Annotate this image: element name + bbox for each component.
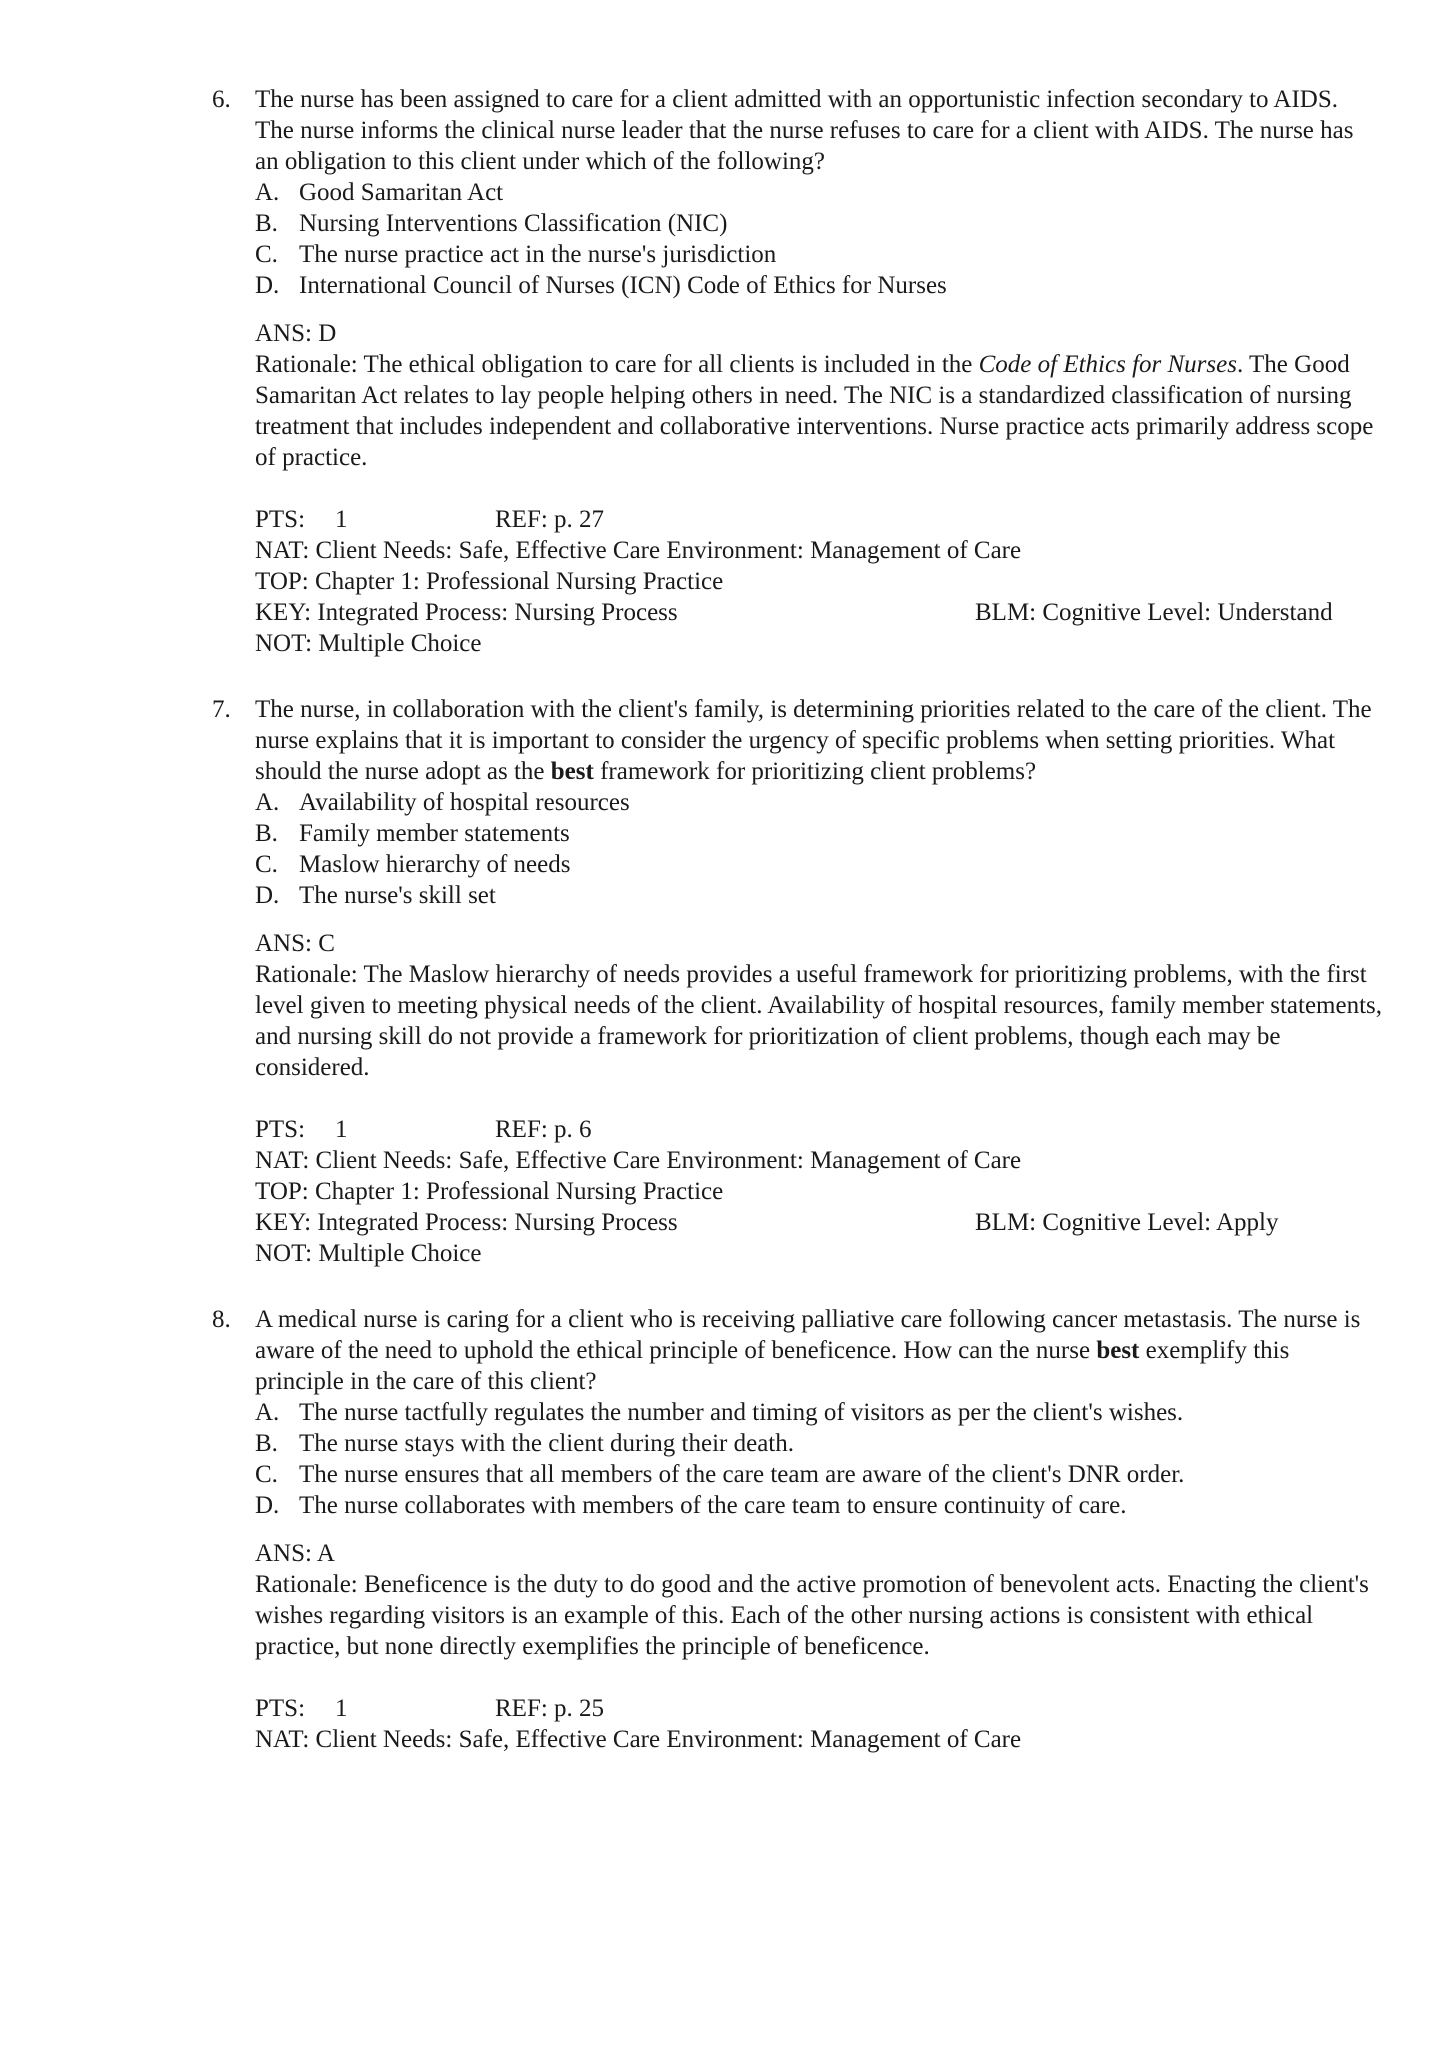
option-text: International Council of Nurses (ICN) Code of Ethics for Nurses — [299, 272, 947, 299]
stem-text: A medical nurse is caring for a client who is receiving palliative care following cancer metastasis. The nurse is aware of the need to uphold the ethical principle of beneficence. How can the nurse — [255, 1306, 1361, 1364]
option-letter: B. — [255, 1430, 278, 1457]
rationale-text: Rationale: The ethical obligation to care for all clients is included in the — [255, 351, 979, 378]
stem-emphasis: best — [1096, 1337, 1140, 1364]
option-d — [255, 880, 1382, 911]
option-a — [255, 787, 1382, 818]
question-number: 6. — [212, 86, 231, 113]
question-metadata — [255, 1114, 1382, 1269]
answer-key: ANS: A — [255, 1540, 335, 1567]
top-text: TOP: Chapter 1: Professional Nursing Practice — [255, 568, 724, 595]
option-letter: C. — [255, 851, 278, 878]
ref-text: REF: p. 25 — [495, 1695, 605, 1722]
option-c — [255, 1459, 1382, 1490]
pts-ref-row — [255, 1693, 1382, 1724]
question-body — [255, 1304, 1382, 1755]
pts-value: 1 — [335, 1116, 348, 1143]
ref-text: REF: p. 27 — [495, 506, 605, 533]
option-letter: D. — [255, 1492, 280, 1519]
option-text: Availability of hospital resources — [299, 789, 630, 816]
not-text: NOT: Multiple Choice — [255, 1240, 482, 1267]
question-number: 7. — [212, 696, 231, 723]
option-letter: C. — [255, 241, 278, 268]
answer-key: ANS: C — [255, 930, 335, 957]
option-text: The nurse practice act in the nurse's jurisdiction — [299, 241, 777, 268]
option-letter: B. — [255, 820, 278, 847]
question-stem: The nurse has been assigned to care for a client admitted with an opportunistic infection secondary to AIDS. The nurse informs the clinical nurse leader that the nurse refuses to care for a client with AIDS. The nurse has an obligation to this client under which of the following? — [255, 86, 1354, 175]
rationale: Rationale: The Maslow hierarchy of needs provides a useful framework for prioritizing problems, with the first level given to meeting physical needs of the client. Availability of hospital resources, family member statements, and nursing skill do not provide a framework for prioritization of client problems, though each may be considered. — [255, 961, 1383, 1081]
option-text: The nurse tactfully regulates the number and timing of visitors as per the client's wishes. — [299, 1399, 1184, 1426]
key-text: KEY: Integrated Process: Nursing Process — [255, 599, 678, 626]
option-a — [255, 177, 1382, 208]
key-blm-row — [255, 1207, 1382, 1238]
question-6 — [212, 84, 1382, 659]
question-metadata — [255, 504, 1382, 659]
option-text: Good Samaritan Act — [299, 179, 504, 206]
blm-text: BLM: Cognitive Level: Apply — [975, 1209, 1279, 1236]
nat-text: NAT: Client Needs: Safe, Effective Care Environment: Management of Care — [255, 1726, 1022, 1753]
option-text: Maslow hierarchy of needs — [299, 851, 571, 878]
pts-ref-row — [255, 1114, 1382, 1145]
key-blm-row — [255, 597, 1382, 628]
option-letter: C. — [255, 1461, 278, 1488]
option-text: Family member statements — [299, 820, 570, 847]
question-stem — [255, 694, 1382, 787]
question-8 — [212, 1304, 1382, 1755]
pts-label: PTS: — [255, 1116, 306, 1143]
option-letter: B. — [255, 210, 278, 237]
option-text: Nursing Interventions Classification (NIC) — [299, 210, 728, 237]
ref-text: REF: p. 6 — [495, 1116, 592, 1143]
option-text: The nurse ensures that all members of the care team are aware of the client's DNR order. — [299, 1461, 1185, 1488]
answer-options — [255, 1397, 1382, 1521]
option-text: The nurse's skill set — [299, 882, 496, 909]
option-c — [255, 849, 1382, 880]
stem-text: exemplify this principle in the care of this client? — [255, 1337, 1290, 1395]
rationale-emphasis: Code of Ethics for Nurses — [978, 351, 1237, 378]
answer-options — [255, 787, 1382, 911]
rationale: Rationale: Beneficence is the duty to do good and the active promotion of benevolent acts. Enacting the client's wishes regarding visitors is an example of this. Each of the other nursing actions is consistent with ethical practice, but none directly exemplifies the principle of beneficence. — [255, 1571, 1369, 1660]
question-body — [255, 84, 1382, 659]
option-letter: A. — [255, 1399, 280, 1426]
nat-text: NAT: Client Needs: Safe, Effective Care Environment: Management of Care — [255, 1147, 1022, 1174]
option-b — [255, 1428, 1382, 1459]
option-text: The nurse stays with the client during their death. — [299, 1430, 795, 1457]
rationale — [255, 349, 1382, 473]
option-b — [255, 818, 1382, 849]
pts-value: 1 — [335, 506, 348, 533]
option-text: The nurse collaborates with members of the care team to ensure continuity of care. — [299, 1492, 1127, 1519]
pts-value: 1 — [335, 1695, 348, 1722]
stem-text: The nurse, in collaboration with the client's family, is determining priorities related to the care of the client. The nurse explains that it is important to consider the urgency of specific problems when setting priorities. What should the nurse adopt as the — [255, 696, 1372, 785]
nat-text: NAT: Client Needs: Safe, Effective Care Environment: Management of Care — [255, 537, 1022, 564]
top-text: TOP: Chapter 1: Professional Nursing Practice — [255, 1178, 724, 1205]
blm-text: BLM: Cognitive Level: Understand — [975, 599, 1333, 626]
option-letter: D. — [255, 272, 280, 299]
not-text: NOT: Multiple Choice — [255, 630, 482, 657]
pts-ref-row — [255, 504, 1382, 535]
stem-text: framework for prioritizing client problems? — [593, 758, 1037, 785]
option-letter: D. — [255, 882, 280, 909]
option-c — [255, 239, 1382, 270]
answer-options — [255, 177, 1382, 301]
question-stem — [255, 1304, 1382, 1397]
question-metadata — [255, 1693, 1382, 1755]
question-body — [255, 694, 1382, 1269]
option-d — [255, 1490, 1382, 1521]
question-7 — [212, 694, 1382, 1269]
option-a — [255, 1397, 1382, 1428]
pts-label: PTS: — [255, 506, 306, 533]
stem-emphasis: best — [550, 758, 594, 785]
option-d — [255, 270, 1382, 301]
rationale-text: . The Good Samaritan Act relates to lay people helping others in need. The NIC is a standardized classification of nursing treatment that includes independent and collaborative interventions. Nurse practice acts primarily address scope of practice. — [255, 351, 1374, 471]
option-b — [255, 208, 1382, 239]
key-text: KEY: Integrated Process: Nursing Process — [255, 1209, 678, 1236]
option-letter: A. — [255, 179, 280, 206]
question-number: 8. — [212, 1306, 231, 1333]
pts-label: PTS: — [255, 1695, 306, 1722]
option-letter: A. — [255, 789, 280, 816]
answer-key: ANS: D — [255, 320, 337, 347]
